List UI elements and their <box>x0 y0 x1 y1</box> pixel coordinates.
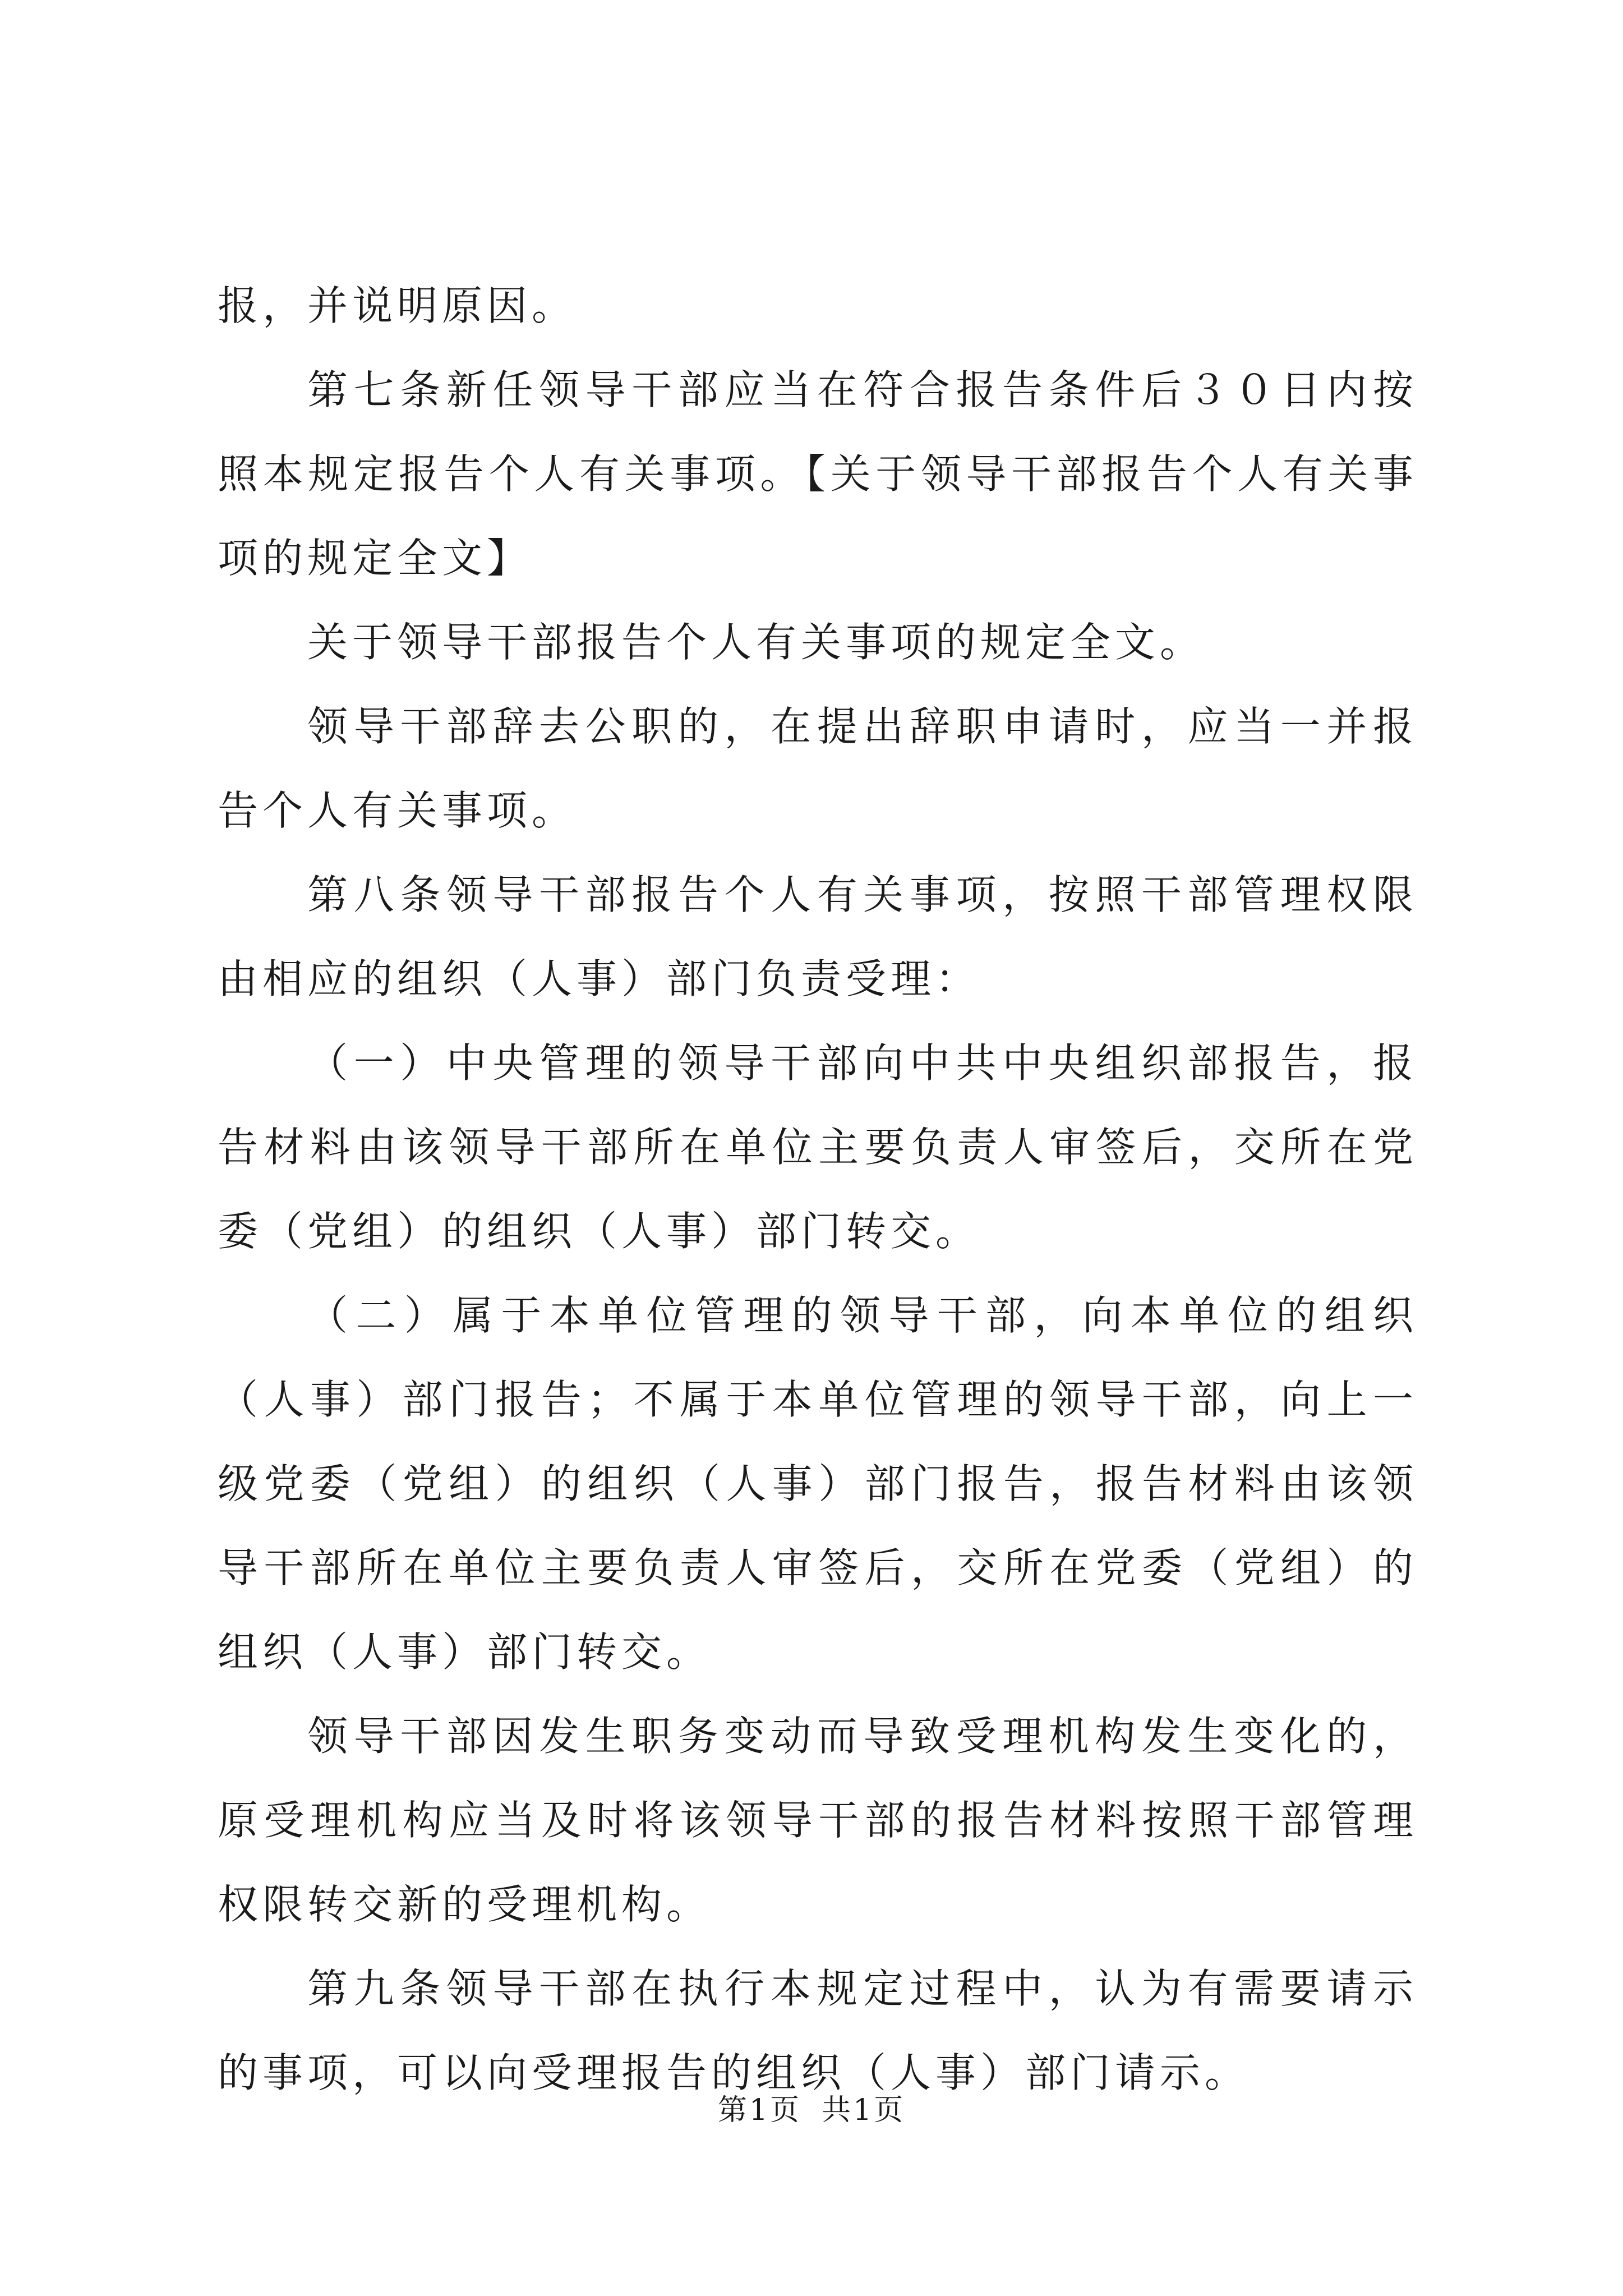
paragraph-full-text-note: 关于领导干部报告个人有关事项的规定全文。 <box>307 619 1205 666</box>
paragraph-article-7: 第七条新任领导干部应当在符合报告条件后３０日内按照本规定报告个人有关事项。【关于领导干部报告个人有关事项的规定全文】 <box>218 366 1418 582</box>
page-number: 第1页 <box>717 2093 801 2127</box>
document-body <box>218 264 1418 2115</box>
paragraph-item-1: （一）中央管理的领导干部向中共中央组织部报告，报告材料由该领导干部所在单位主要负责人审签后，交所在党委（党组）的组织（人事）部门转交。 <box>218 1039 1418 1255</box>
paragraph-article-9: 第九条领导干部在执行本规定过程中，认为有需要请示的事项，可以向受理报告的组织（人事）部门请示。 <box>218 1965 1418 2096</box>
paragraph-item-2: （二）属于本单位管理的领导干部，向本单位的组织（人事）部门报告；不属于本单位管理的领导干部，向上一级党委（党组）的组织（人事）部门报告，报告材料由该领导干部所在单位主要负责人审签后，交所在党委（党组）的组织（人事）部门转交。 <box>218 1292 1418 1676</box>
paragraph-article-8: 第八条领导干部报告个人有关事项，按照干部管理权限由相应的组织（人事）部门负责受理： <box>218 871 1418 1002</box>
total-pages: 共1页 <box>822 2093 906 2127</box>
paragraph-continuation: 报，并说明原因。 <box>218 282 577 329</box>
paragraph-position-change: 领导干部因发生职务变动而导致受理机构发生变化的，原受理机构应当及时将该领导干部的报告材料按照干部管理权限转交新的受理机构。 <box>218 1713 1418 1928</box>
paragraph-resignation: 领导干部辞去公职的，在提出辞职申请时，应当一并报告个人有关事项。 <box>218 703 1418 834</box>
page-footer <box>0 2093 1623 2127</box>
